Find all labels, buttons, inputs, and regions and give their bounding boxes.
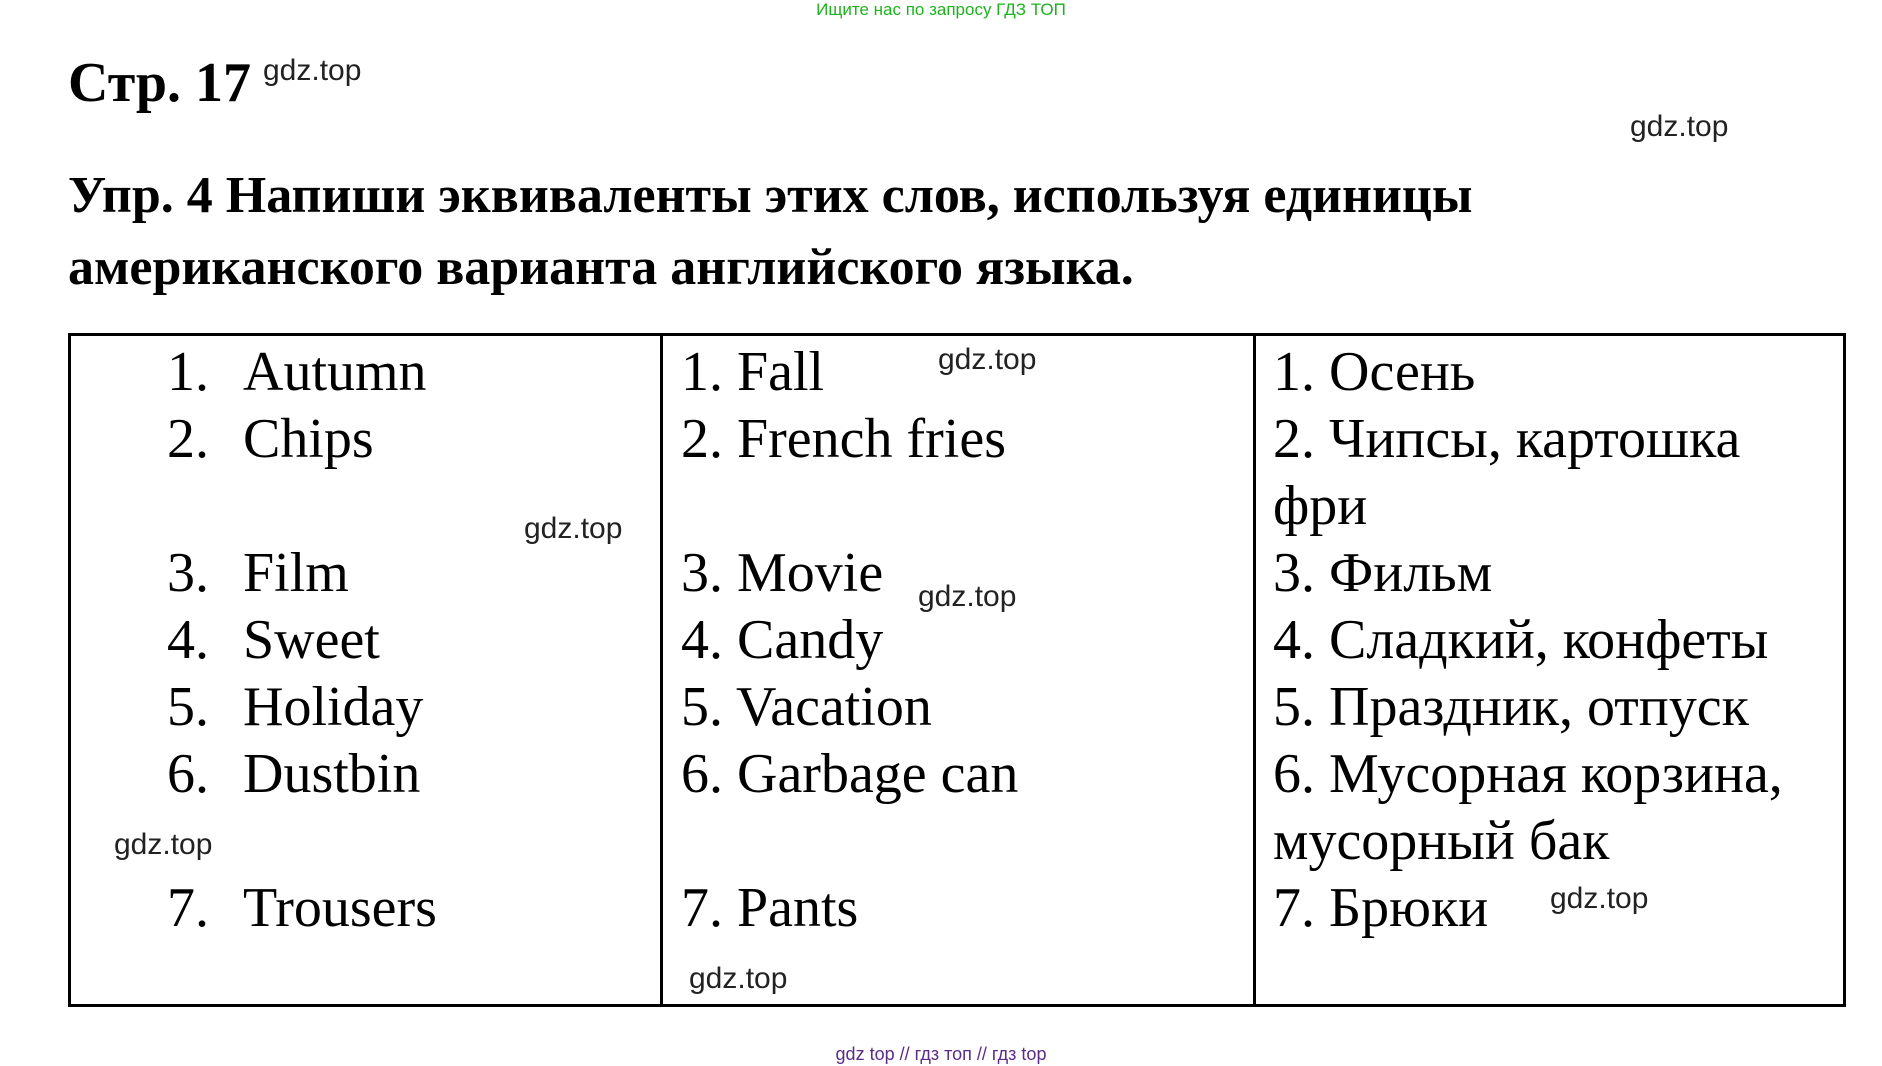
- watermark: gdz.top: [938, 343, 1037, 376]
- exercise-line: американского варианта английского языка.: [68, 239, 1134, 296]
- column-divider: [1253, 336, 1256, 1004]
- item-word: Dustbin: [243, 743, 421, 805]
- watermark: gdz.top: [689, 962, 788, 995]
- russian-word: 6. Мусорная корзина,: [1273, 743, 1783, 805]
- british-word: [167, 608, 380, 672]
- item-number: 1.: [167, 341, 209, 403]
- american-word: 6. Garbage can: [681, 743, 1019, 805]
- watermark: gdz.top: [263, 54, 362, 87]
- british-word: [167, 407, 374, 471]
- footer-links[interactable]: gdz top // гдз топ // гдз top: [835, 1044, 1047, 1064]
- watermark: gdz.top: [114, 828, 213, 861]
- item-number: 6.: [167, 743, 209, 805]
- item-word: Film: [243, 542, 349, 604]
- british-word: [167, 742, 420, 806]
- watermark: gdz.top: [1630, 110, 1729, 143]
- american-word: 2. French fries: [681, 408, 1007, 470]
- british-word: [167, 340, 427, 404]
- american-word: 5. Vacation: [681, 676, 932, 738]
- russian-word: 7. Брюки: [1273, 877, 1489, 939]
- watermark: gdz.top: [1550, 882, 1649, 915]
- russian-word: фри: [1273, 475, 1368, 537]
- russian-word: 5. Праздник, отпуск: [1273, 676, 1749, 738]
- russian-word: 1. Осень: [1273, 341, 1476, 403]
- watermark: gdz.top: [918, 580, 1017, 613]
- top-banner[interactable]: Ищите нас по запросу ГДЗ ТОП: [816, 0, 1066, 19]
- american-word: 4. Candy: [681, 609, 884, 671]
- russian-word: 4. Сладкий, конфеты: [1273, 609, 1769, 671]
- item-number: 5.: [167, 676, 209, 738]
- american-word: 7. Pants: [681, 877, 859, 939]
- russian-word: 2. Чипсы, картошка: [1273, 408, 1741, 470]
- watermark: gdz.top: [524, 512, 623, 545]
- british-word: [167, 675, 423, 739]
- column-divider: [660, 336, 663, 1004]
- item-word: Autumn: [243, 341, 427, 403]
- item-number: 7.: [167, 877, 209, 939]
- exercise-heading: [68, 160, 1848, 304]
- british-word: [167, 876, 437, 940]
- item-word: Holiday: [243, 676, 424, 738]
- russian-word: 3. Фильм: [1273, 542, 1493, 604]
- russian-word: мусорный бак: [1273, 810, 1610, 872]
- item-number: 4.: [167, 609, 209, 671]
- american-word: 1. Fall: [681, 341, 825, 403]
- american-word: 3. Movie: [681, 542, 884, 604]
- british-word: [167, 541, 349, 605]
- exercise-line: Упр. 4 Напиши эквиваленты этих слов, используя единицы: [68, 167, 1473, 224]
- item-word: Sweet: [243, 609, 380, 671]
- item-number: 3.: [167, 542, 209, 604]
- item-word: Trousers: [243, 877, 437, 939]
- page-title: Стр. 17: [68, 52, 252, 114]
- item-word: Chips: [243, 408, 374, 470]
- item-number: 2.: [167, 408, 209, 470]
